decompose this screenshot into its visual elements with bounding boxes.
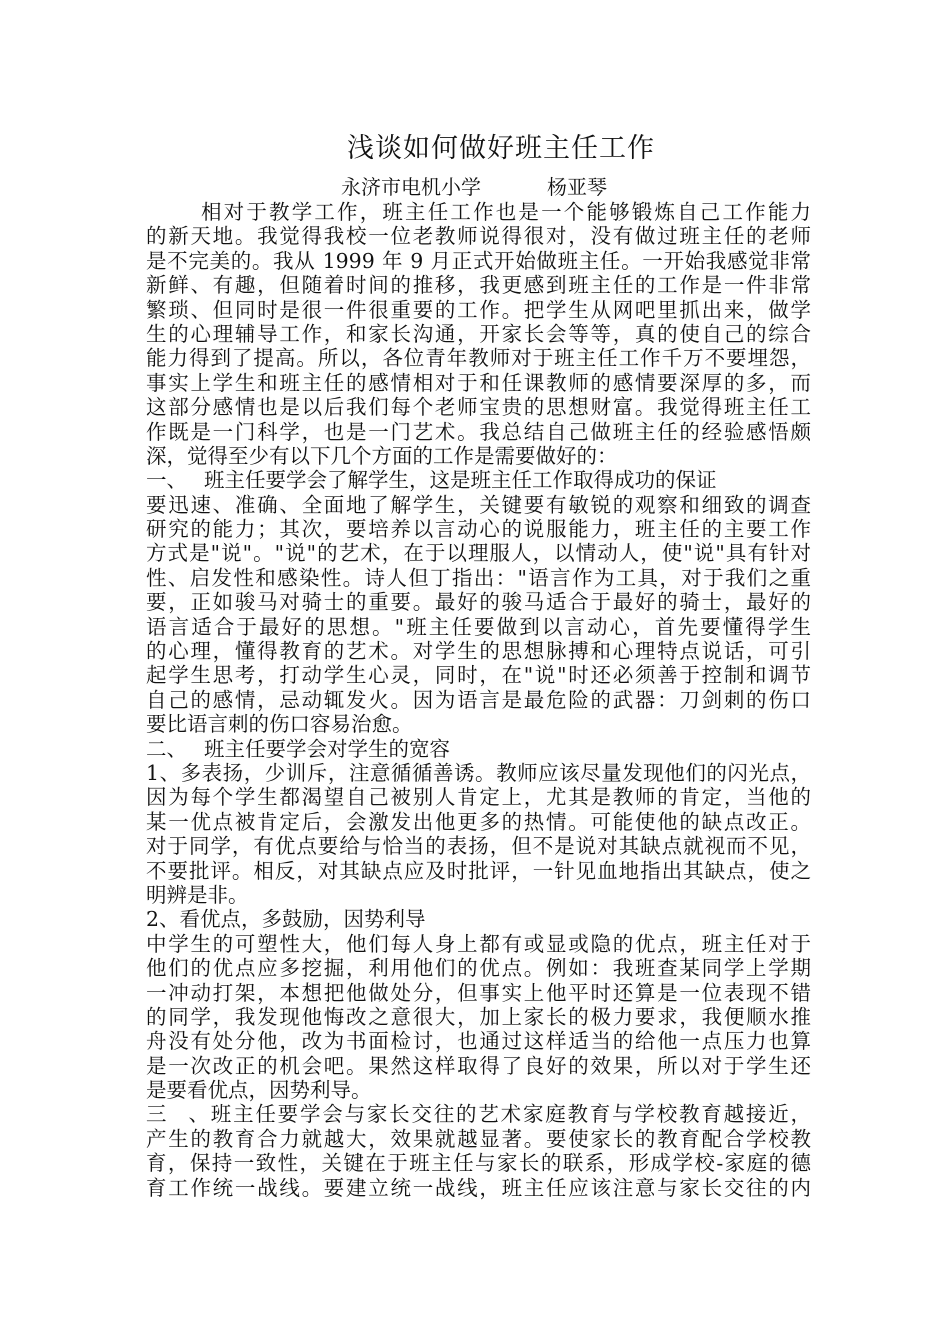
body-line: 相对于教学工作，班主任工作也是一个能够锻炼自己工作能力 bbox=[201, 200, 811, 224]
body-line: 的心理，懂得教育的艺术。对学生的思想脉搏和心理特点说话，可引 bbox=[146, 639, 811, 664]
body-line: 这部分感情也是以后我们每个老师宝贵的思想财富。我觉得班主任工 bbox=[146, 395, 811, 420]
section-title: 班主任要学会了解学生，这是班主任工作取得成功的保证 bbox=[204, 468, 717, 493]
section-number: 三、 bbox=[146, 1102, 209, 1127]
body-line: 生的心理辅导工作，和家长沟通，开家长会等等，真的使自己的综合 bbox=[146, 321, 811, 346]
section-number: 二、 bbox=[146, 736, 187, 761]
school-name: 永济市电机小学 bbox=[341, 175, 481, 199]
section-heading bbox=[146, 468, 811, 492]
section-title: 班主任要学会对学生的宽容 bbox=[204, 736, 450, 761]
body-line: 因为每个学生都渴望自己被别人肯定上，尤其是教师的肯定，当他的 bbox=[146, 785, 811, 810]
body-line: 是要看优点，因势利导。 bbox=[146, 1078, 372, 1103]
body-line: 事实上学生和班主任的感情相对于和任课教师的感情要深厚的多，而 bbox=[146, 370, 811, 395]
body-line: 研究的能力；其次，要培养以言动心的说服能力，班主任的主要工作 bbox=[146, 517, 811, 542]
body-line: 他们的优点应多挖掘，利用他们的优点。例如：我班查某同学上学期 bbox=[146, 956, 811, 981]
body-line: 对于同学，有优点要给与恰当的表扬，但不是说对其缺点就视而不见， bbox=[146, 834, 811, 859]
body-line: 方式是"说"。"说"的艺术，在于以理服人，以情动人，使"说"具有针对 bbox=[146, 541, 811, 566]
document-body bbox=[146, 200, 811, 1200]
section-heading bbox=[146, 737, 811, 761]
section-heading bbox=[146, 1102, 811, 1126]
document-title: 浅谈如何做好班主任工作 bbox=[347, 133, 655, 164]
author-name: 杨亚琴 bbox=[547, 175, 607, 199]
body-line: 产生的教育合力就越大，效果就越显著。要使家长的教育配合学校教 bbox=[146, 1126, 811, 1151]
body-line: 作既是一门科学，也是一门艺术。我总结自己做班主任的经验感悟颇 bbox=[146, 419, 811, 444]
body-line: 某一优点被肯定后，会激发出他更多的热情。可能使他的缺点改正。 bbox=[146, 809, 811, 834]
body-line: 新鲜、有趣，但随着时间的推移，我更感到班主任的工作是一件非常 bbox=[146, 273, 811, 298]
body-line: 要比语言刺的伤口容易治愈。 bbox=[146, 712, 413, 737]
body-line: 语言适合于最好的思想。"班主任要做到以言动心，首先要懂得学生 bbox=[146, 614, 811, 639]
body-line: 深，觉得至少有以下几个方面的工作是需要做好的： bbox=[146, 443, 618, 468]
body-line: 舟没有处分他，改为书面检讨，也通过这样适当的给他一点压力也算 bbox=[146, 1029, 811, 1054]
body-line: 自己的感情，忌动辄发火。因为语言是最危险的武器：刀剑刺的伤口 bbox=[146, 687, 811, 712]
body-line: 要，正如骏马对骑士的重要。最好的骏马适合于最好的骑士，最好的 bbox=[146, 590, 811, 615]
body-line: 不要批评。相反，对其缺点应及时批评，一针见血地指出其缺点，使之 bbox=[146, 858, 811, 883]
body-line: 是一次改正的机会吧。果然这样取得了良好的效果，所以对于学生还 bbox=[146, 1053, 811, 1078]
byline bbox=[341, 175, 607, 199]
body-line: 育工作统一战线。要建立统一战线，班主任应该注意与家长交往的内 bbox=[146, 1175, 811, 1200]
body-line: 性、启发性和感染性。诗人但丁指出："语言作为工具，对于我们之重 bbox=[146, 565, 811, 590]
body-line: 一冲动打架，本想把他做处分，但事实上他平时还算是一位表现不错 bbox=[146, 980, 811, 1005]
body-line: 中学生的可塑性大，他们每人身上都有或显或隐的优点，班主任对于 bbox=[146, 931, 811, 956]
body-line: 的同学，我发现他悔改之意很大，加上家长的极力要求，我便顺水推 bbox=[146, 1004, 811, 1029]
section-number: 一、 bbox=[146, 468, 187, 493]
body-line: 的新天地。我觉得我校一位老教师说得很对，没有做过班主任的老师 bbox=[146, 224, 811, 249]
body-line: 要迅速、准确、全面地了解学生，关键要有敏锐的观察和细致的调查 bbox=[146, 492, 811, 517]
section-title: 班主任要学会与家长交往的艺术家庭教育与学校教育越接近， bbox=[209, 1102, 811, 1127]
body-line: 1、多表扬，少训斥，注意循循善诱。教师应该尽量发现他们的闪光点， bbox=[146, 760, 811, 785]
body-line: 能力得到了提高。所以，各位青年教师对于班主任工作千万不要埋怨， bbox=[146, 346, 811, 371]
body-line: 明辨是非。 bbox=[146, 882, 249, 907]
body-line: 起学生思考，打动学生心灵，同时，在"说"时还必须善于控制和调节 bbox=[146, 663, 811, 688]
body-line: 繁琐、但同时是很一件很重要的工作。把学生从网吧里抓出来，做学 bbox=[146, 297, 811, 322]
subsection-heading: 2、看优点，多鼓励，因势利导 bbox=[146, 907, 426, 932]
body-line: 是不完美的。我从 1999 年 9 月正式开始做班主任。一开始我感觉非常 bbox=[146, 248, 811, 273]
body-line: 育，保持一致性，关键在于班主任与家长的联系，形成学校-家庭的德 bbox=[146, 1151, 811, 1176]
